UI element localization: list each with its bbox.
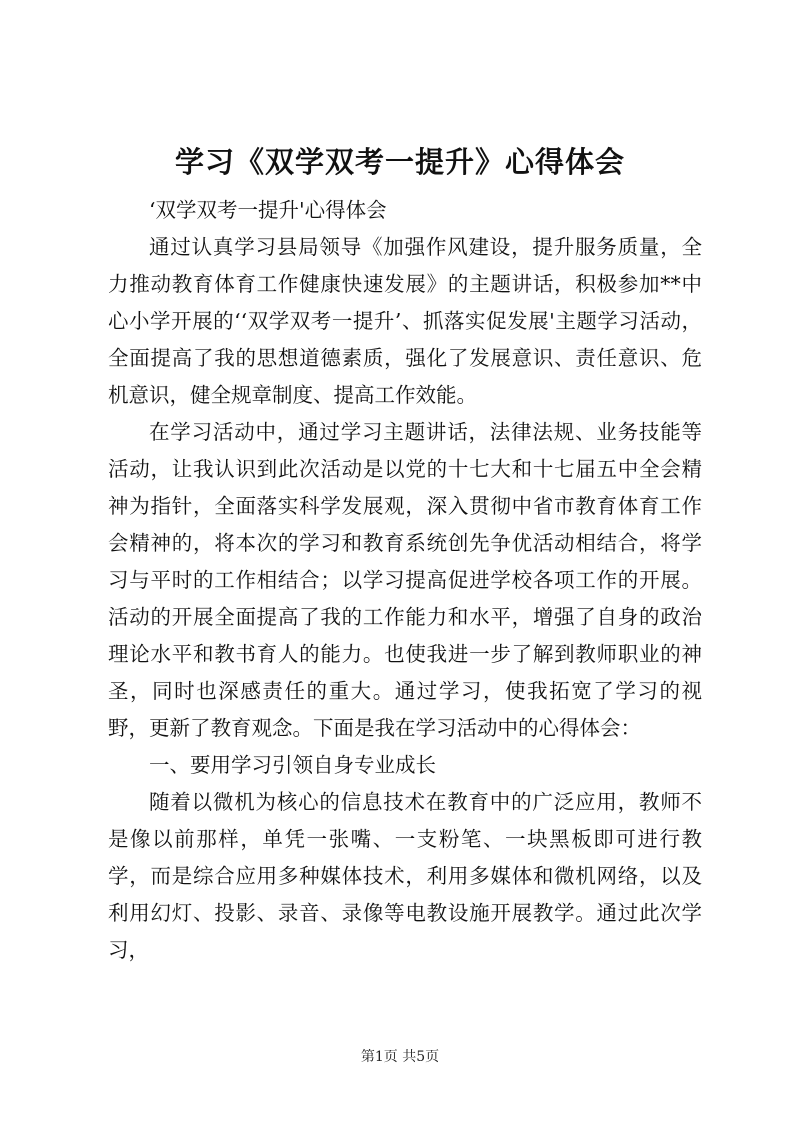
body-paragraph: 随着以微机为核心的信息技术在教育中的广泛应用，教师不是像以前那样，单凭一张嘴、一支粉笔、一块黑板即可进行教学，而是综合应用多种媒体技术，利用多媒体和微机网络，以及利用幻灯、投影、录音、录像等电教设施开展教学。通过此次学习， — [108, 790, 702, 962]
section-heading: 一、要用学习引领自身专业成长 — [149, 753, 436, 777]
document-body — [108, 192, 702, 969]
document-title: 学习《双学双考一提升》心得体会 — [174, 145, 625, 179]
body-paragraph: 在学习活动中，通过学习主题讲话，法律法规、业务技能等活动，让我认识到此次活动是以党的十七大和十七届五中全会精神为指针，全面落实科学发展观，深入贯彻中省市教育体育工作会精神的，将本次的学习和教育系统创先争优活动相结合，将学习与平时的工作相结合；以学习提高促进学校各项工作的开展。活动的开展全面提高了我的工作能力和水平，增强了自身的政治理论水平和教书育人的能力。也使我进一步了解到教师职业的神圣，同时也深感责任的重大。通过学习，使我拓宽了学习的视野，更新了教育观念。下面是我在学习活动中的心得体会： — [108, 420, 702, 740]
page-footer: 第1页 共5页 — [360, 1049, 440, 1065]
body-paragraph: 通过认真学习县局领导《加强作风建设，提升服务质量，全力推动教育体育工作健康快速发展》的主题讲话，积极参加**中心小学开展的‘‘双学双考一提升’、抓落实促发展'主题学习活动，全面提高了我的思想道德素质，强化了发展意识、责任意识、危机意识，健全规章制度、提高工作效能。 — [108, 235, 702, 407]
subtitle-paragraph: ‘双学双考一提升'心得体会 — [149, 198, 387, 222]
